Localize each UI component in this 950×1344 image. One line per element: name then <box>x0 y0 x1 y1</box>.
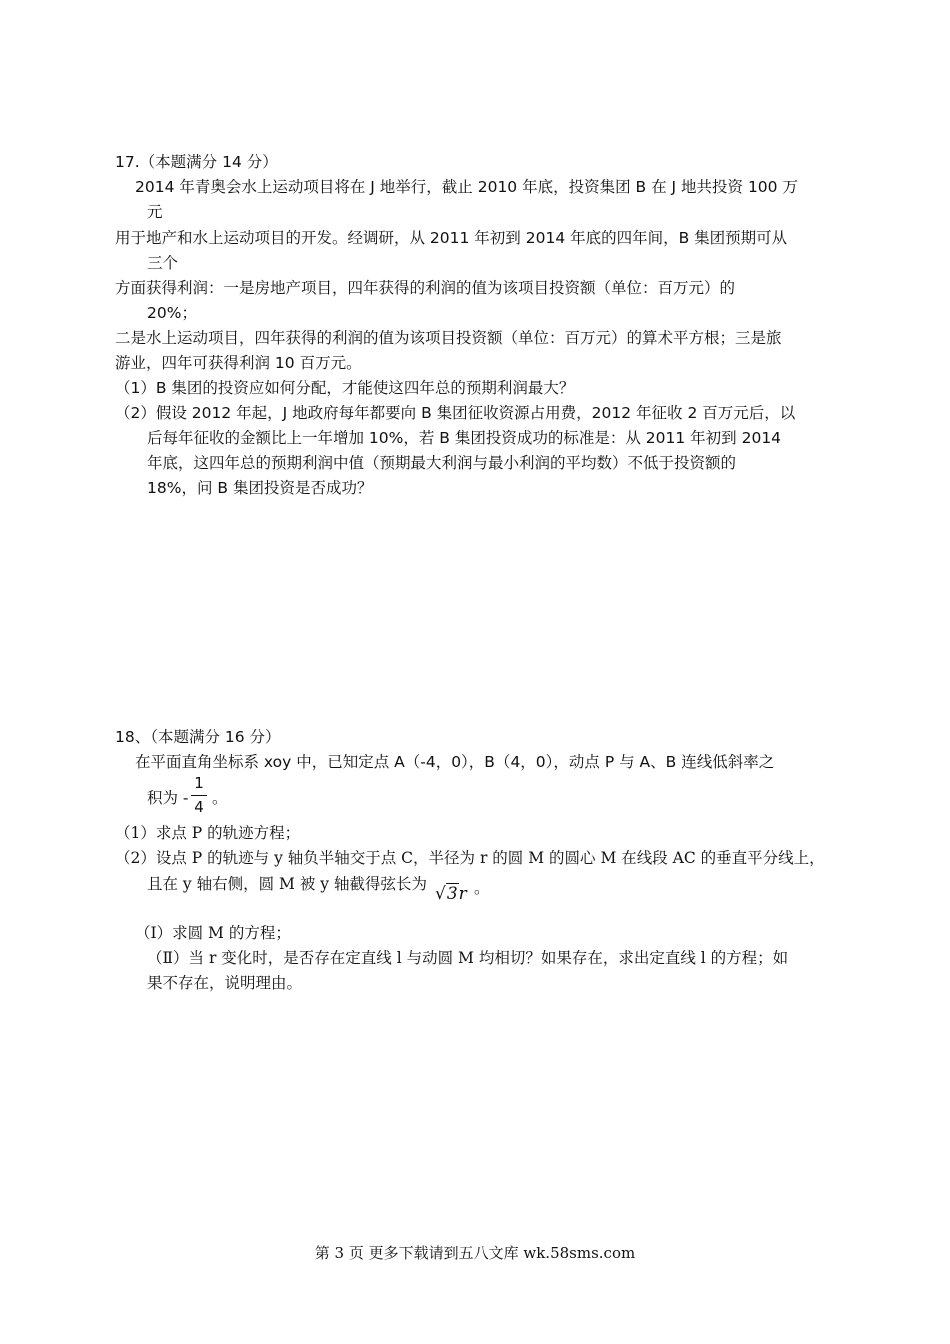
q18-line1: 在平面直角坐标系 xoy 中，已知定点 A（-4，0），B（4，0），动点 P 与 A、B 连线低斜率之 <box>135 753 775 771</box>
q18-part1: （1）求点 P 的轨迹方程； <box>115 824 301 842</box>
sqrt-symbol: √ <box>435 884 446 904</box>
q17-line: 游业，四年可获得利润 10 百万元。 <box>115 354 362 372</box>
page-footer: 第 3 页 更多下载请到五八文库 wk.58sms.com <box>314 1244 636 1262</box>
q17-line: 20%； <box>147 304 197 322</box>
q17-part2-line: 后每年征收的金额比上一年增加 10%，若 B 集团投资成功的标准是：从 2011 年初到 2014 <box>147 429 782 447</box>
sqrt-radicand: 3 <box>446 884 458 904</box>
q17-line: 方面获得利润：一是房地产项目，四年获得的利润的值为该项目投资额（单位：百万元）的 <box>115 279 736 297</box>
q18-sub2: （Ⅱ）当 r 变化时，是否存在定直线 l 与动圆 M 均相切？如果存在，求出定直线 l 的方程；如 <box>147 949 789 967</box>
q18-line2-suffix: 。 <box>212 789 228 807</box>
q17-part1: （1）B 集团的投资应如何分配，才能使这四年总的预期利润最大？ <box>115 379 575 397</box>
q17-line: 二是水上运动项目，四年获得的利润的值为该项目投资额（单位：百万元）的算术平方根；三是旅 <box>115 329 782 347</box>
fraction-bar <box>191 795 207 796</box>
q17-line: 元 <box>147 203 163 221</box>
fraction-numerator: 1 <box>194 774 204 792</box>
q17-part2-line: 18%，问 B 集团投资是否成功？ <box>147 479 373 497</box>
q18-part2: （2）设点 P 的轨迹与 y 轴负半轴交于点 C，半径为 r 的圆 M 的圆心 M 在线段 AC 的垂直平分线上， <box>115 849 825 867</box>
sqrt-variable: r <box>458 884 467 904</box>
q17-part2-line: 年底，这四年总的预期利润中值（预期最大利润与最小利润的平均数）不低于投资额的 <box>147 454 737 472</box>
q18-sub1: （Ⅰ）求圆 M 的方程； <box>135 924 291 942</box>
q17-header: 17.（本题满分 14 分） <box>115 153 278 171</box>
q17-part2: （2）假设 2012 年起，J 地政府每年都要向 B 集团征收资源占用费，2012 年征收 2 百万元后，以 <box>115 404 796 422</box>
q18-line2-prefix: 积为 - <box>147 789 189 807</box>
sqrt-expression <box>435 884 467 904</box>
q17-line: 用于地产和水上运动项目的开发。经调研，从 2011 年初到 2014 年底的四年间，B 集团预期可从 <box>115 229 788 247</box>
q17-line: 2014 年青奥会水上运动项目将在 J 地举行，截止 2010 年底，投资集团 B 在 J 地共投资 100 万 <box>135 178 798 196</box>
fraction-denominator: 4 <box>194 798 204 816</box>
q17-line: 三个 <box>147 254 179 272</box>
q18-part2-line2: 且在 y 轴右侧，圆 M 被 y 轴截得弦长为 <box>147 875 427 893</box>
q18-sub2-line2: 果不存在，说明理由。 <box>147 974 303 992</box>
q18-header: 18、（本题满分 16 分） <box>115 728 281 746</box>
q18-part2-end: 。 <box>474 879 490 897</box>
